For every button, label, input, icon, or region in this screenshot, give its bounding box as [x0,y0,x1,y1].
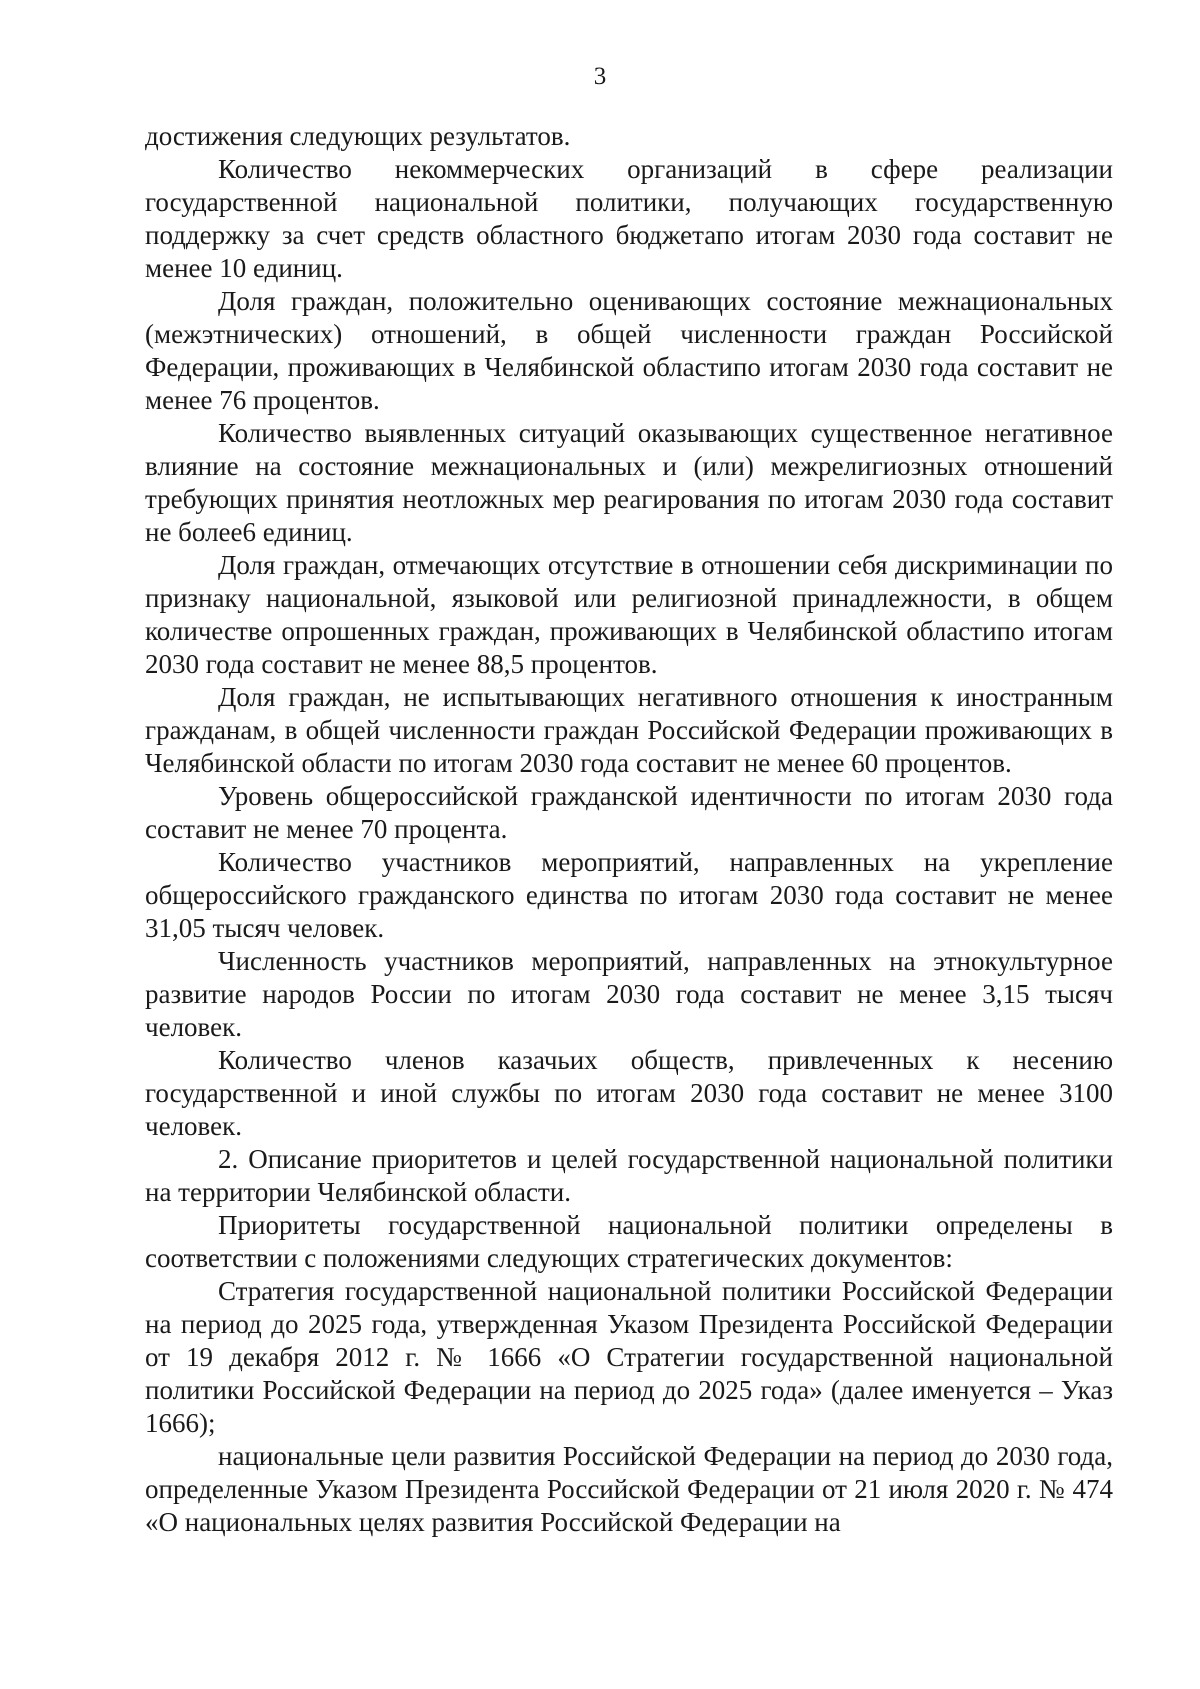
paragraph-discrimination: Доля граждан, отмечающих отсутствие в отношении себя дискриминации по признаку национальной, языковой или религиозной принадлежности, в общем количестве опрошенных граждан, проживающих в Челябинской областипо итогам 2030 года составит не менее 88,5 процентов. [145,550,1113,679]
paragraph-national-goals: национальные цели развития Российской Федерации на период до 2030 года, определенные Указом Президента Российской Федерации от 21 июля 2020 г. № 474 «О национальных целях развития Российской Федерации на [145,1441,1113,1537]
paragraph-foreign-citizens: Доля граждан, не испытывающих негативного отношения к иностранным гражданам, в общей численности граждан Российской Федерации проживающих в Челябинской области по итогам 2030 года составит не менее 60 процентов. [145,682,1113,778]
paragraph-priorities-intro: Приоритеты государственной национальной политики определены в соответствии с положениями следующих стратегических документов: [145,1210,1113,1273]
paragraph-civic-identity: Уровень общероссийской гражданской идентичности по итогам 2030 года составит не менее 70 процента. [145,781,1113,844]
paragraph-conflict-situations: Количество выявленных ситуаций оказывающих существенное негативное влияние на состояние межнациональных и (или) межрелигиозных отношений требующих принятия неотложных мер реагирования по итогам 2030 года составит не более6 единиц. [145,418,1113,547]
paragraph-interethnic-relations: Доля граждан, положительно оценивающих состояние межнациональных (межэтнических) отношений, в общей численности граждан Российской Федерации, проживающих в Челябинской областипо итогам 2030 года составит не менее 76 процентов. [145,286,1113,415]
document-body [145,120,1113,1539]
paragraph-strategy-decree: Стратегия государственной национальной политики Российской Федерации на период до 2025 года, утвержденная Указом Президента Российской Федерации от 19 декабря 2012 г. № 1666 «О Стратегии государственной национальной политики Российской Федерации на период до 2025 года» (далее именуется – Указ 1666); [145,1276,1113,1438]
paragraph-civic-unity-events: Количество участников мероприятий, направленных на укрепление общероссийского гражданского единства по итогам 2030 года составит не менее 31,05 тысяч человек. [145,847,1113,943]
section-heading-priorities: 2. Описание приоритетов и целей государственной национальной политики на территории Челябинской области. [145,1144,1113,1207]
page-number: 3 [593,63,607,90]
paragraph-nko-count: Количество некоммерческих организаций в сфере реализации государственной национальной политики, получающих государственную поддержку за счет средств областного бюджетапо итогам 2030 года составит не менее 10 единиц. [145,154,1113,283]
paragraph-continuation: достижения следующих результатов. [145,121,571,151]
paragraph-ethnocultural-events: Численность участников мероприятий, направленных на этнокультурное развитие народов России по итогам 2030 года составит не менее 3,15 тысяч человек. [145,946,1113,1042]
paragraph-cossack-members: Количество членов казачьих обществ, привлеченных к несению государственной и иной службы по итогам 2030 года составит не менее 3100 человек. [145,1045,1113,1141]
